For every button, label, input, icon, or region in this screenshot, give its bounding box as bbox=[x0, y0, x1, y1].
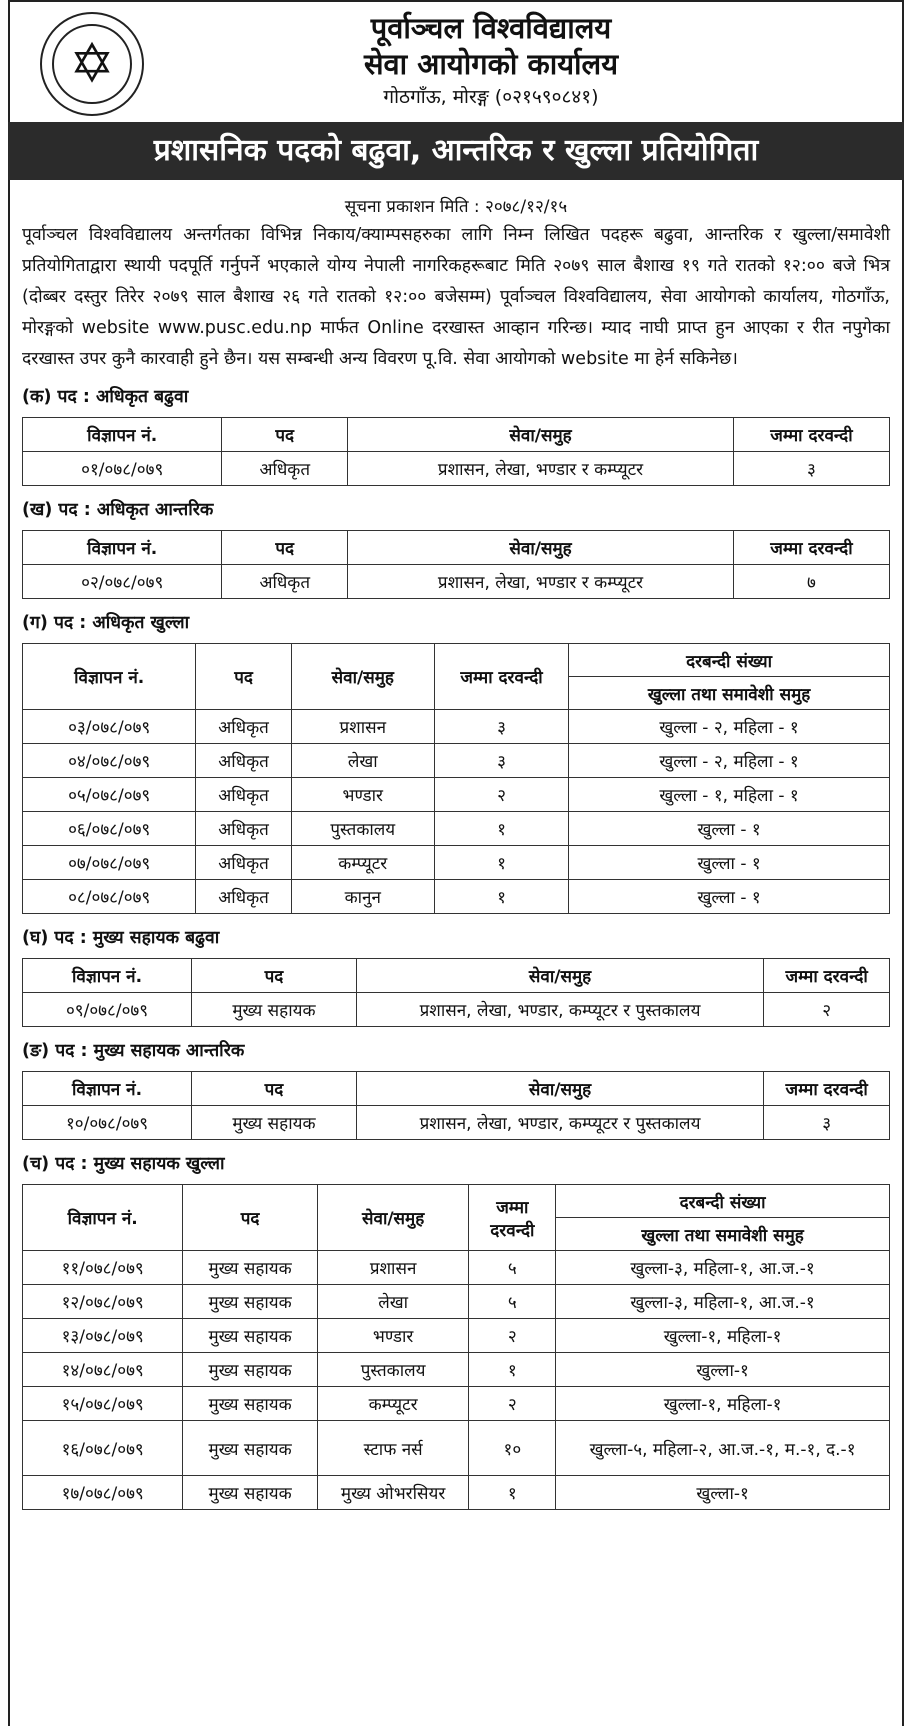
col-total: जम्मा दरवन्दी bbox=[434, 644, 568, 710]
table-row: ०६/०७८/०७९ अधिकृत पुस्तकालय १ खुल्ला - १ bbox=[23, 812, 890, 846]
col-total: जम्मा दरवन्दी bbox=[733, 531, 889, 565]
section-title-nga: (ङ) पद : मुख्य सहायक आन्तरिक bbox=[22, 1041, 245, 1061]
col-post: पद bbox=[222, 418, 348, 452]
table-row: ०९/०७८/०७९ मुख्य सहायक प्रशासन, लेखा, भण्डार, कम्प्यूटर र पुस्तकालय २ bbox=[23, 993, 890, 1027]
section-title-cha: (च) पद : मुख्य सहायक खुल्ला bbox=[22, 1154, 225, 1174]
col-quota: दरबन्दी संख्या bbox=[556, 1185, 890, 1218]
table-kha bbox=[22, 530, 890, 599]
section-title-ga: (ग) पद : अधिकृत खुल्ला bbox=[22, 613, 190, 633]
office-name: सेवा आयोगको कार्यालय bbox=[363, 47, 619, 81]
intro-paragraph: पूर्वाञ्चल विश्वविद्यालय अन्तर्गतका विभिन्न निकाय/क्याम्पसहरुका लागि निम्न लिखित पदहरू बढुवा, आन्तरिक र खुल्ला/समावेशी प्रतियोगिताद्वारा स्थायी पदपूर्ति गर्नुपर्ने भएकाले योग्य नेपाली नागरिकहरूबाट मिति २०७९ साल बैशाख १९ गते रातको १२:०० बजे भित्र (दोब्बर दस्तुर तिरेर २०७९ साल बैशाख २६ गते रातको १२:०० बजेसम्म) पूर्वाञ्चल विश्वविद्यालय, सेवा आयोगको कार्यालय, गोठगाँऊ, मोरङ्गको website www.pusc.edu.np मार्फत Online दरखास्त आव्हान गरिन्छ। म्याद नाघी प्राप्त हुन आएका र रीत नपुगेका दरखास्त उपर कुनै कारवाही हुने छैन। यस सम्बन्धी अन्य विवरण पू.वि. सेवा आयोगको website मा हेर्न सकिनेछ। bbox=[22, 225, 890, 369]
table-row: ०३/०७८/०७९ अधिकृत प्रशासन ३ खुल्ला - २, महिला - १ bbox=[23, 710, 890, 744]
col-post: पद bbox=[222, 531, 348, 565]
table-row: १३/०७८/०७९ मुख्य सहायक भण्डार २ खुल्ला-१, महिला-१ bbox=[23, 1319, 890, 1353]
table-row: ०७/०७८/०७९ अधिकृत कम्प्यूटर १ खुल्ला - १ bbox=[23, 846, 890, 880]
col-adv-no: विज्ञापन नं. bbox=[23, 1185, 183, 1251]
col-post: पद bbox=[192, 1072, 357, 1106]
col-adv-no: विज्ञापन नं. bbox=[23, 959, 192, 993]
section-title-kha: (ख) पद : अधिकृत आन्तरिक bbox=[22, 500, 214, 520]
header bbox=[8, 0, 904, 122]
col-total: जम्मा दरवन्दी bbox=[469, 1185, 556, 1251]
table-nga bbox=[22, 1071, 890, 1140]
col-quota-sub: खुल्ला तथा समावेशी समुह bbox=[556, 1218, 890, 1251]
table-row: ०५/०७८/०७९ अधिकृत भण्डार २ खुल्ला - १, महिला - १ bbox=[23, 778, 890, 812]
table-row: १२/०७८/०७९ मुख्य सहायक लेखा ५ खुल्ला-३, महिला-१, आ.ज.-१ bbox=[23, 1285, 890, 1319]
col-service: सेवा/समुह bbox=[348, 531, 734, 565]
col-service: सेवा/समुह bbox=[356, 959, 763, 993]
table-ka bbox=[22, 417, 890, 486]
table-gha bbox=[22, 958, 890, 1027]
col-post: पद bbox=[192, 959, 357, 993]
col-quota-sub: खुल्ला तथा समावेशी समुह bbox=[569, 677, 890, 710]
table-ga bbox=[22, 643, 890, 914]
col-adv-no: विज्ञापन नं. bbox=[23, 644, 196, 710]
university-name: पूर्वाञ्चल विश्वविद्यालय bbox=[370, 11, 612, 45]
table-row: ०४/०७८/०७९ अधिकृत लेखा ३ खुल्ला - २, महिला - १ bbox=[23, 744, 890, 778]
table-row: १०/०७८/०७९ मुख्य सहायक प्रशासन, लेखा, भण्डार, कम्प्यूटर र पुस्तकालय ३ bbox=[23, 1106, 890, 1140]
publication-date: सूचना प्रकाशन मिति : २०७८/१२/१५ bbox=[344, 197, 568, 217]
table-cha bbox=[22, 1184, 890, 1510]
table-row: १६/०७८/०७९ मुख्य सहायक स्टाफ नर्स १० खुल्ला-५, महिला-२, आ.ज.-१, म.-१, द.-१ bbox=[23, 1421, 890, 1476]
university-seal-icon: ✡ bbox=[40, 12, 144, 116]
table-row: ०८/०७८/०७९ अधिकृत कानुन १ खुल्ला - १ bbox=[23, 880, 890, 914]
table-row: १५/०७८/०७९ मुख्य सहायक कम्प्यूटर २ खुल्ला-१, महिला-१ bbox=[23, 1387, 890, 1421]
table-row: ११/०७८/०७९ मुख्य सहायक प्रशासन ५ खुल्ला-३, महिला-१, आ.ज.-१ bbox=[23, 1251, 890, 1285]
table-row: १४/०७८/०७९ मुख्य सहायक पुस्तकालय १ खुल्ला-१ bbox=[23, 1353, 890, 1387]
office-address: गोठगाँऊ, मोरङ्ग (०२१५९०८४१) bbox=[383, 86, 599, 108]
col-post: पद bbox=[196, 644, 291, 710]
col-service: सेवा/समुह bbox=[356, 1072, 763, 1106]
col-adv-no: विज्ञापन नं. bbox=[23, 418, 222, 452]
section-title-gha: (घ) पद : मुख्य सहायक बढुवा bbox=[22, 928, 220, 948]
col-total: जम्मा दरवन्दी bbox=[733, 418, 889, 452]
table-row: १७/०७८/०७९ मुख्य सहायक मुख्य ओभरसियर १ खुल्ला-१ bbox=[23, 1476, 890, 1510]
col-service: सेवा/समुह bbox=[348, 418, 734, 452]
col-quota: दरबन्दी संख्या bbox=[569, 644, 890, 677]
col-post: पद bbox=[183, 1185, 317, 1251]
col-adv-no: विज्ञापन नं. bbox=[23, 531, 222, 565]
col-total: जम्मा दरवन्दी bbox=[764, 959, 890, 993]
section-title-ka: (क) पद : अधिकृत बढुवा bbox=[22, 387, 189, 407]
col-service: सेवा/समुह bbox=[291, 644, 434, 710]
col-adv-no: विज्ञापन नं. bbox=[23, 1072, 192, 1106]
table-row: ०२/०७८/०७९ अधिकृत प्रशासन, लेखा, भण्डार र कम्प्यूटर ७ bbox=[23, 565, 890, 599]
table-row: ०१/०७८/०७९ अधिकृत प्रशासन, लेखा, भण्डार र कम्प्यूटर ३ bbox=[23, 452, 890, 486]
col-service: सेवा/समुह bbox=[317, 1185, 469, 1251]
col-total: जम्मा दरवन्दी bbox=[764, 1072, 890, 1106]
notice-content bbox=[8, 180, 904, 1726]
notice-banner: प्रशासनिक पदको बढुवा, आन्तरिक र खुल्ला प्रतियोगिता bbox=[8, 122, 904, 180]
